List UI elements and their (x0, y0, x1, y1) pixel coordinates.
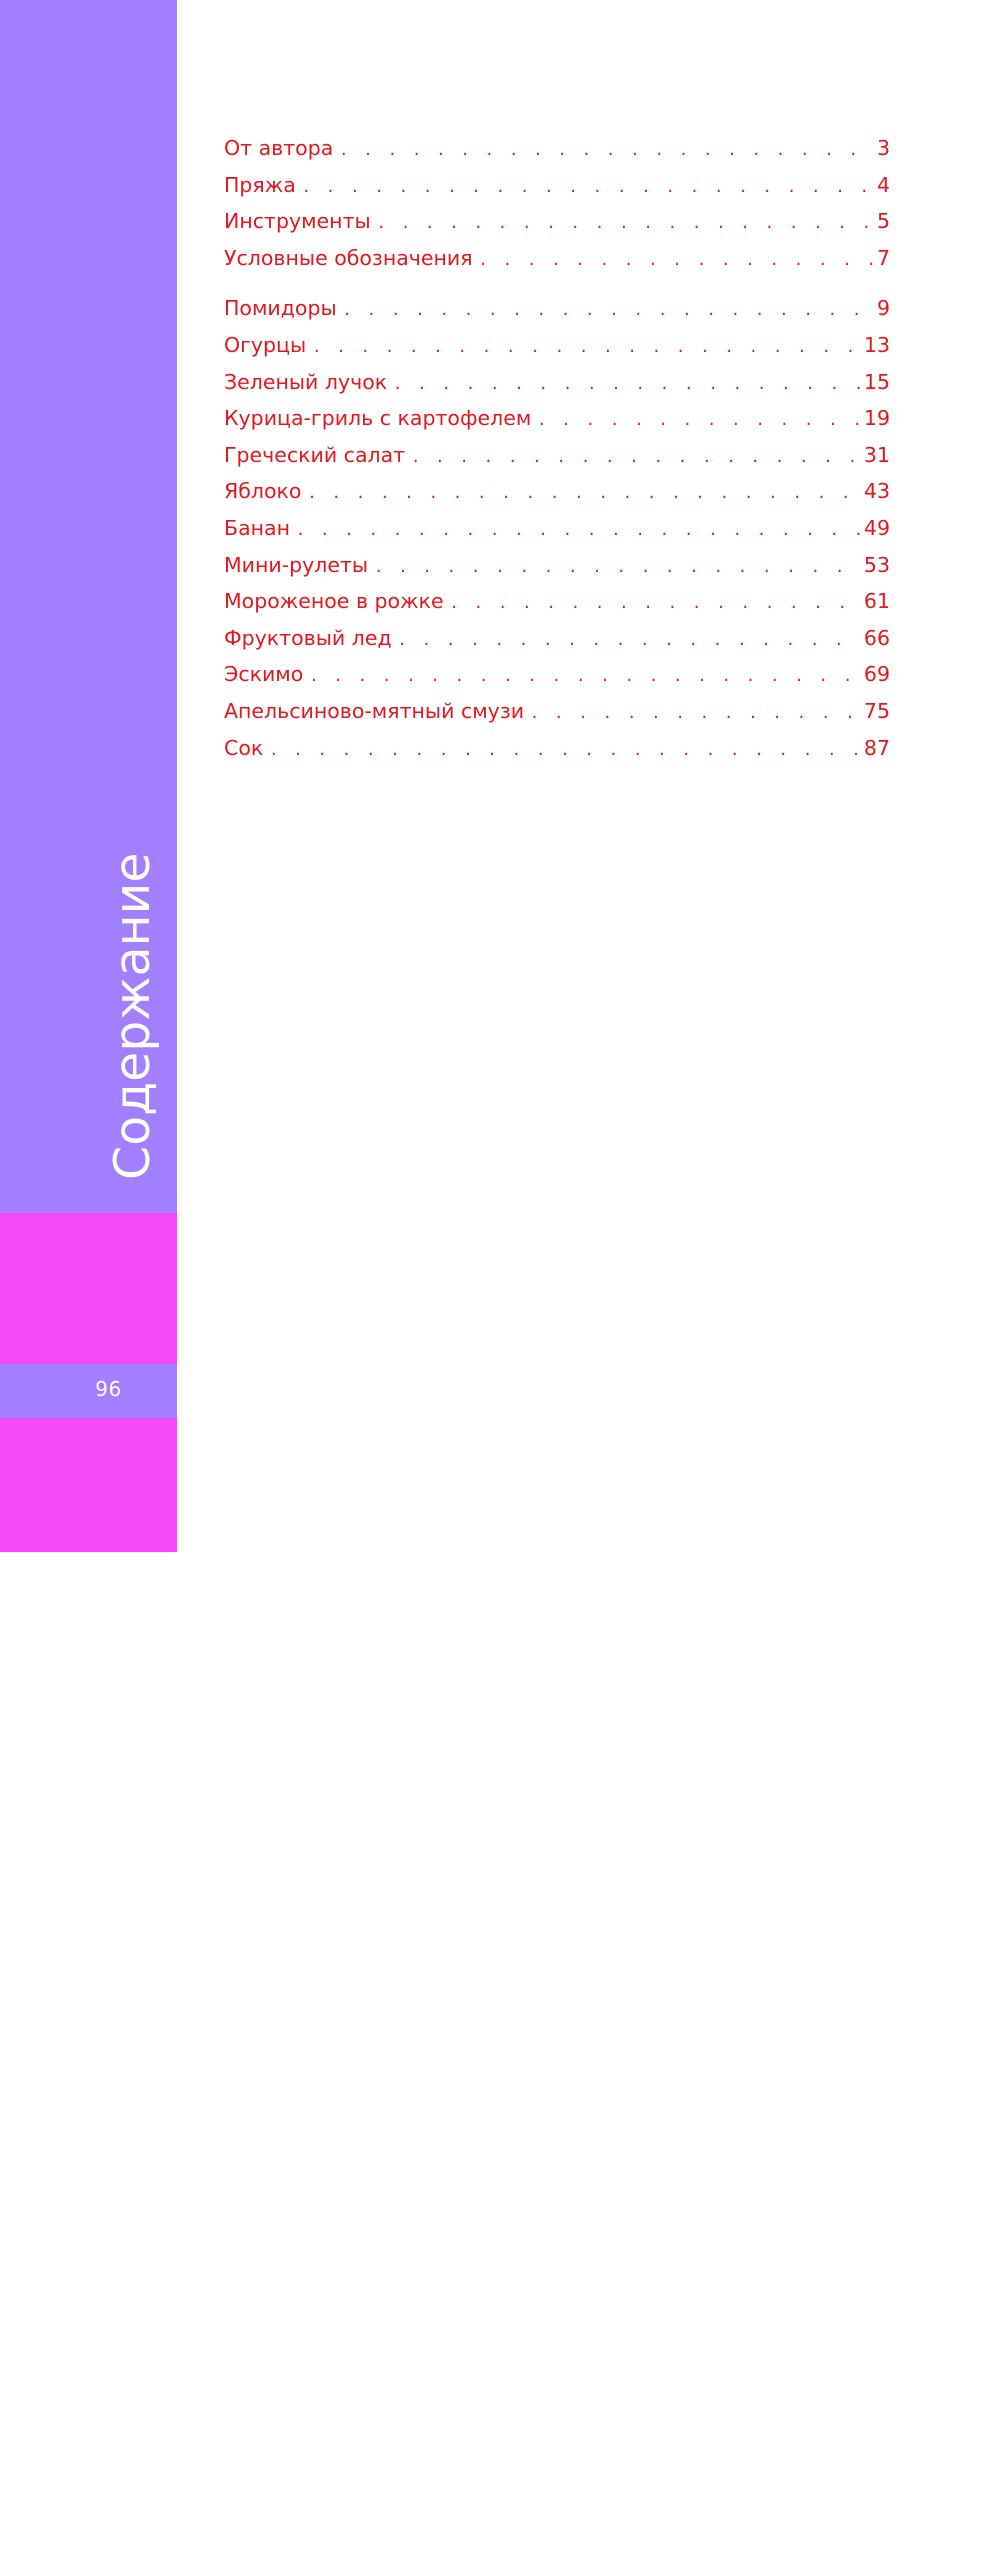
toc-entry[interactable] (224, 589, 890, 626)
toc-entry-title: Сок (224, 735, 264, 760)
toc-entry-page: 5 (876, 209, 890, 234)
toc-entry-page: 49 (863, 515, 890, 540)
toc-entry-page: 7 (876, 245, 890, 270)
toc-entry-title: Греческий салат (224, 442, 406, 467)
toc-entry-title: Мини-рулеты (224, 552, 369, 577)
toc-entry-page: 75 (863, 698, 890, 723)
logo-panel (0, 1213, 177, 1364)
toc-entry-page: 31 (863, 442, 890, 467)
section-title: Содержание (104, 852, 161, 1180)
toc-dot-leader (269, 741, 862, 759)
toc-entry-title: Инструменты (224, 209, 371, 234)
toc-entry[interactable] (224, 406, 890, 443)
toc-entry-page: 66 (863, 625, 890, 650)
toc-entry-title: Мороженое в рожке (224, 589, 444, 614)
toc-entry[interactable] (224, 699, 890, 736)
toc-entry[interactable] (224, 370, 890, 407)
toc-entry[interactable] (224, 136, 890, 173)
toc-dot-leader (530, 704, 862, 722)
toc-entry[interactable] (224, 246, 890, 283)
toc-dot-leader (377, 214, 875, 232)
yarn-ball-with-crochet-hook-icon (63, 2453, 171, 2555)
toc-dot-leader (393, 375, 862, 393)
toc-entry-title: Помидоры (224, 296, 337, 321)
toc-entry-title: Зеленый лучок (224, 369, 388, 394)
toc-dot-leader (296, 521, 862, 539)
toc-entry-page: 9 (876, 296, 890, 321)
toc-dot-leader (302, 178, 875, 196)
toc-entry[interactable] (224, 333, 890, 370)
toc-entry-page: 53 (863, 552, 890, 577)
toc-entry[interactable] (224, 296, 890, 333)
toc-entry-title: Пряжа (224, 172, 296, 197)
toc-dot-leader (450, 594, 862, 612)
toc-entry[interactable] (224, 173, 890, 210)
toc-entry[interactable] (224, 516, 890, 553)
toc-entry[interactable] (224, 662, 890, 699)
toc-dot-leader (343, 301, 875, 319)
toc-entry-page: 4 (876, 172, 890, 197)
toc-entry-page: 43 (863, 479, 890, 504)
toc-entry-title: От автора (224, 136, 334, 160)
toc-entry-page: 19 (863, 406, 890, 431)
toc-entry-title: Апельсиново-мятный смузи (224, 698, 525, 723)
toc-entry-title: Условные обозначения (224, 245, 473, 270)
table-of-contents (224, 136, 890, 772)
toc-entry-page: 87 (863, 735, 890, 760)
toc-entry[interactable] (224, 209, 890, 246)
toc-entry[interactable] (224, 479, 890, 516)
toc-entry-title: Огурцы (224, 332, 307, 357)
bottom-accent-block (0, 1418, 177, 1552)
toc-entry-page: 3 (876, 136, 890, 160)
page-number: 96 (95, 1377, 122, 1401)
toc-dot-leader (374, 558, 862, 576)
toc-entry-title: Фруктовый лед (224, 625, 392, 650)
toc-entry-title: Яблоко (224, 479, 302, 504)
toc-entry-title: Банан (224, 515, 290, 540)
toc-dot-leader (339, 141, 875, 159)
toc-entry-page: 69 (863, 662, 890, 687)
toc-dot-leader (307, 484, 861, 502)
toc-entry-title: Курица-гриль с картофелем (224, 406, 532, 431)
toc-dot-leader (309, 667, 862, 685)
toc-dot-leader (537, 411, 862, 429)
toc-entry-title: Эскимо (224, 662, 304, 687)
toc-entry[interactable] (224, 736, 890, 773)
toc-entry[interactable] (224, 553, 890, 590)
toc-entry[interactable] (224, 626, 890, 663)
toc-entry-page: 15 (863, 369, 890, 394)
toc-dot-leader (312, 338, 862, 356)
toc-dot-leader (479, 251, 875, 269)
toc-entry-page: 61 (863, 589, 890, 614)
toc-entry[interactable] (224, 443, 890, 480)
toc-entry-page: 13 (863, 332, 890, 357)
toc-dot-leader (411, 448, 862, 466)
toc-dot-leader (398, 631, 862, 649)
